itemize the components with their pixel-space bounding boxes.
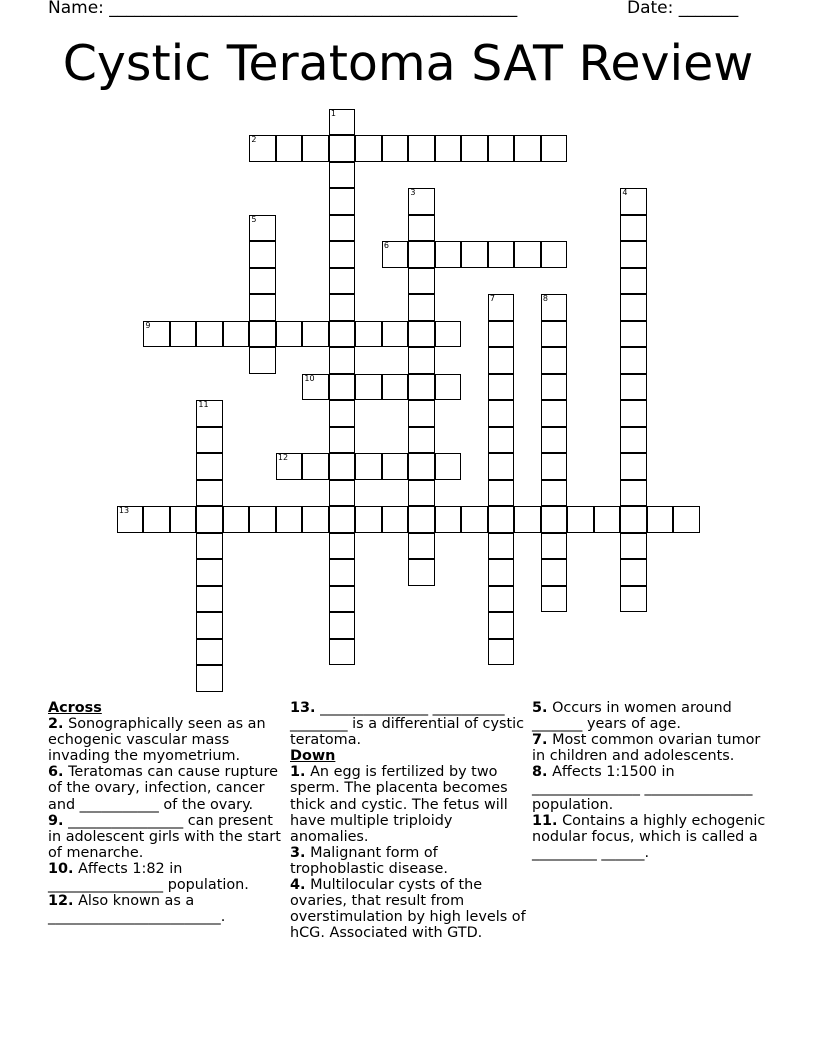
clue-text: Contains a highly echogenic nodular focus, which is called a _________ ______. <box>532 812 766 861</box>
grid-cell[interactable] <box>329 109 356 136</box>
clue-number-label: 10 <box>304 373 315 383</box>
grid-cell[interactable] <box>541 427 568 454</box>
clue-across-9 <box>48 813 288 861</box>
grid-cell[interactable] <box>196 480 223 507</box>
clue-text: Occurs in women around _______ years of age. <box>532 700 732 733</box>
grid-cell[interactable] <box>329 400 356 427</box>
grid-cell[interactable] <box>488 453 515 480</box>
clue-column-1 <box>48 700 288 925</box>
grid-cell[interactable] <box>408 188 435 215</box>
grid-cell[interactable] <box>196 665 223 692</box>
grid-cell[interactable] <box>408 374 435 401</box>
clue-number-label: 12 <box>277 453 289 463</box>
grid-cell[interactable] <box>488 533 515 560</box>
clue-text: Malignant form of trophoblastic disease. <box>290 844 448 877</box>
grid-cell[interactable] <box>382 321 409 348</box>
grid-cell[interactable] <box>276 506 303 533</box>
grid-cell[interactable] <box>620 559 647 586</box>
grid-cell[interactable] <box>302 374 329 401</box>
grid-cell[interactable] <box>488 321 515 348</box>
grid-cell[interactable] <box>488 347 515 374</box>
grid-cell[interactable] <box>541 559 568 586</box>
clue-down-4 <box>290 877 530 941</box>
grid-cell[interactable] <box>196 453 223 480</box>
grid-cell[interactable] <box>329 215 356 242</box>
grid-cell[interactable] <box>620 453 647 480</box>
grid-cell[interactable] <box>488 135 515 162</box>
name-field-label: Name: ________________________________________________ <box>48 0 518 18</box>
clue-text: Sonographically seen as an echogenic vascular mass invading the myometrium. <box>48 716 266 765</box>
grid-cell[interactable] <box>541 506 568 533</box>
grid-cell[interactable] <box>541 241 568 268</box>
clue-down-5 <box>532 700 768 732</box>
grid-cell[interactable] <box>408 294 435 321</box>
grid-cell[interactable] <box>170 321 197 348</box>
grid-cell[interactable] <box>488 506 515 533</box>
clue-number-label: 6 <box>383 241 389 251</box>
grid-cell[interactable] <box>435 135 462 162</box>
grid-cell[interactable] <box>329 612 356 639</box>
clue-number: 3. <box>290 844 306 861</box>
down-heading: Down <box>290 748 336 765</box>
grid-cell[interactable] <box>276 135 303 162</box>
grid-cell[interactable] <box>541 321 568 348</box>
clue-number: 13. <box>290 700 316 716</box>
grid-cell[interactable] <box>249 506 276 533</box>
grid-cell[interactable] <box>620 268 647 295</box>
clue-text: Affects 1:82 in ________________ population. <box>48 860 249 894</box>
clue-down-8 <box>532 764 768 812</box>
grid-cell[interactable] <box>302 321 329 348</box>
grid-cell[interactable] <box>329 135 356 162</box>
grid-cell[interactable] <box>382 374 409 401</box>
clue-number-label: 5 <box>251 214 257 224</box>
grid-cell[interactable] <box>276 321 303 348</box>
grid-cell[interactable] <box>541 135 568 162</box>
clue-down-11 <box>532 813 768 861</box>
grid-cell[interactable] <box>408 559 435 586</box>
grid-cell[interactable] <box>461 135 488 162</box>
clue-down-7 <box>532 732 768 764</box>
clue-number: 12. <box>48 893 74 910</box>
grid-cell[interactable] <box>435 241 462 268</box>
grid-cell[interactable] <box>355 135 382 162</box>
grid-cell[interactable] <box>541 294 568 321</box>
grid-cell[interactable] <box>196 427 223 454</box>
grid-cell[interactable] <box>541 400 568 427</box>
grid-cell[interactable] <box>408 321 435 348</box>
clue-number: 6. <box>48 764 64 781</box>
clue-down-3 <box>290 845 530 877</box>
clue-text: An egg is fertilized by two sperm. The placenta becomes thick and cystic. The fetus will have multiple triploidy anomalies. <box>290 764 508 845</box>
clue-number: 9. <box>48 812 64 829</box>
grid-cell[interactable] <box>594 506 621 533</box>
grid-cell[interactable] <box>435 453 462 480</box>
clue-text: ________________ can present in adolescent girls with the start of menarche. <box>48 812 281 861</box>
grid-cell[interactable] <box>488 480 515 507</box>
grid-cell[interactable] <box>541 453 568 480</box>
clue-number-label: 9 <box>145 320 151 330</box>
grid-cell[interactable] <box>329 453 356 480</box>
grid-cell[interactable] <box>461 506 488 533</box>
grid-cell[interactable] <box>382 241 409 268</box>
clue-number: 7. <box>532 732 548 749</box>
grid-cell[interactable] <box>408 480 435 507</box>
grid-cell[interactable] <box>355 321 382 348</box>
clue-number: 2. <box>48 716 64 733</box>
grid-cell[interactable] <box>673 506 700 533</box>
grid-cell[interactable] <box>647 506 674 533</box>
grid-cell[interactable] <box>249 347 276 374</box>
grid-cell[interactable] <box>143 321 170 348</box>
grid-cell[interactable] <box>620 427 647 454</box>
grid-cell[interactable] <box>408 268 435 295</box>
grid-cell[interactable] <box>249 294 276 321</box>
clue-number: 11. <box>532 812 558 829</box>
grid-cell[interactable] <box>382 135 409 162</box>
grid-cell[interactable] <box>196 321 223 348</box>
grid-cell[interactable] <box>514 506 541 533</box>
grid-cell[interactable] <box>620 374 647 401</box>
grid-cell[interactable] <box>408 135 435 162</box>
grid-cell[interactable] <box>249 321 276 348</box>
grid-cell[interactable] <box>541 586 568 613</box>
grid-cell[interactable] <box>620 188 647 215</box>
grid-cell[interactable] <box>329 321 356 348</box>
grid-cell[interactable] <box>329 427 356 454</box>
grid-cell[interactable] <box>408 453 435 480</box>
grid-cell[interactable] <box>329 639 356 666</box>
clue-number-label: 3 <box>410 188 416 198</box>
grid-cell[interactable] <box>541 533 568 560</box>
clue-number-label: 1 <box>330 108 336 118</box>
grid-cell[interactable] <box>223 321 250 348</box>
grid-cell[interactable] <box>329 506 356 533</box>
clue-number: 10. <box>48 860 74 877</box>
clue-number-label: 2 <box>251 135 257 145</box>
grid-cell[interactable] <box>408 241 435 268</box>
grid-cell[interactable] <box>117 506 144 533</box>
grid-cell[interactable] <box>329 162 356 189</box>
clue-across-10 <box>48 861 288 893</box>
grid-cell[interactable] <box>620 480 647 507</box>
grid-cell[interactable] <box>488 559 515 586</box>
grid-cell[interactable] <box>620 347 647 374</box>
grid-cell[interactable] <box>408 347 435 374</box>
clue-across-2 <box>48 716 288 764</box>
clue-number-label: 13 <box>118 506 130 516</box>
date-field-label: Date: _______ <box>627 0 739 18</box>
grid-cell[interactable] <box>170 506 197 533</box>
grid-cell[interactable] <box>620 321 647 348</box>
grid-cell[interactable] <box>355 453 382 480</box>
grid-cell[interactable] <box>408 533 435 560</box>
grid-cell[interactable] <box>355 374 382 401</box>
clue-text: Teratomas can cause rupture of the ovary, infection, cancer and ___________ of the ovary. <box>48 764 278 813</box>
grid-cell[interactable] <box>620 241 647 268</box>
grid-cell[interactable] <box>329 347 356 374</box>
grid-cell[interactable] <box>355 506 382 533</box>
grid-cell[interactable] <box>435 506 462 533</box>
grid-cell[interactable] <box>488 639 515 666</box>
grid-cell[interactable] <box>435 374 462 401</box>
grid-cell[interactable] <box>461 241 488 268</box>
grid-cell[interactable] <box>514 241 541 268</box>
clue-number-label: 8 <box>542 294 548 304</box>
clue-column-3 <box>532 700 768 861</box>
grid-cell[interactable] <box>488 241 515 268</box>
grid-cell[interactable] <box>488 586 515 613</box>
grid-cell[interactable] <box>329 586 356 613</box>
grid-cell[interactable] <box>620 400 647 427</box>
grid-cell[interactable] <box>329 188 356 215</box>
grid-cell[interactable] <box>196 612 223 639</box>
clue-number-label: 11 <box>198 400 209 410</box>
grid-cell[interactable] <box>196 400 223 427</box>
grid-cell[interactable] <box>196 586 223 613</box>
grid-cell[interactable] <box>620 586 647 613</box>
grid-cell[interactable] <box>567 506 594 533</box>
clue-across-12 <box>48 893 288 925</box>
page-title: Cystic Teratoma SAT Review <box>62 35 754 92</box>
grid-cell[interactable] <box>488 400 515 427</box>
grid-cell[interactable] <box>541 347 568 374</box>
grid-cell[interactable] <box>329 294 356 321</box>
grid-cell[interactable] <box>408 400 435 427</box>
clue-text: Multilocular cysts of the ovaries, that result from overstimulation by high levels of hCG. Associated with GTD. <box>290 877 526 942</box>
grid-cell[interactable] <box>196 559 223 586</box>
clue-column-2 <box>290 700 530 941</box>
grid-cell[interactable] <box>196 639 223 666</box>
clue-number: 1. <box>290 764 306 781</box>
grid-cell[interactable] <box>329 268 356 295</box>
grid-cell[interactable] <box>541 480 568 507</box>
grid-cell[interactable] <box>329 559 356 586</box>
clue-across-6 <box>48 764 288 812</box>
grid-cell[interactable] <box>435 321 462 348</box>
grid-cell[interactable] <box>223 506 250 533</box>
clue-down-1 <box>290 764 530 844</box>
grid-cell[interactable] <box>488 294 515 321</box>
clue-across-13 <box>290 700 530 748</box>
clue-text: Also known as a ________________________. <box>48 893 226 926</box>
grid-cell[interactable] <box>196 533 223 560</box>
grid-cell[interactable] <box>302 506 329 533</box>
grid-cell[interactable] <box>488 374 515 401</box>
grid-cell[interactable] <box>143 506 170 533</box>
grid-cell[interactable] <box>408 427 435 454</box>
clue-number-label: 4 <box>622 188 628 198</box>
grid-cell[interactable] <box>514 135 541 162</box>
grid-cell[interactable] <box>382 506 409 533</box>
grid-cell[interactable] <box>620 533 647 560</box>
grid-cell[interactable] <box>488 612 515 639</box>
grid-cell[interactable] <box>249 215 276 242</box>
grid-cell[interactable] <box>302 453 329 480</box>
grid-cell[interactable] <box>329 533 356 560</box>
grid-cell[interactable] <box>620 294 647 321</box>
grid-cell[interactable] <box>382 453 409 480</box>
grid-cell[interactable] <box>408 506 435 533</box>
clue-number: 5. <box>532 700 548 716</box>
clue-text: Most common ovarian tumor in children and adolescents. <box>532 732 761 765</box>
clue-text: Affects 1:1500 in _______________ _______________ population. <box>532 764 753 813</box>
grid-cell[interactable] <box>488 427 515 454</box>
grid-cell[interactable] <box>329 480 356 507</box>
grid-cell[interactable] <box>249 268 276 295</box>
clue-number: 8. <box>532 764 548 781</box>
grid-cell[interactable] <box>249 135 276 162</box>
grid-cell[interactable] <box>329 374 356 401</box>
clue-number-label: 7 <box>489 294 495 304</box>
across-heading: Across <box>48 700 102 716</box>
clue-number: 4. <box>290 877 306 894</box>
clue-text: _______________ __________ ________ is a differential of cystic teratoma. <box>290 700 525 749</box>
grid-cell[interactable] <box>249 241 276 268</box>
grid-cell[interactable] <box>620 215 647 242</box>
grid-cell[interactable] <box>196 506 223 533</box>
grid-cell[interactable] <box>620 506 647 533</box>
grid-cell[interactable] <box>541 374 568 401</box>
grid-cell[interactable] <box>329 241 356 268</box>
grid-cell[interactable] <box>302 135 329 162</box>
grid-cell[interactable] <box>408 215 435 242</box>
grid-cell[interactable] <box>276 453 303 480</box>
